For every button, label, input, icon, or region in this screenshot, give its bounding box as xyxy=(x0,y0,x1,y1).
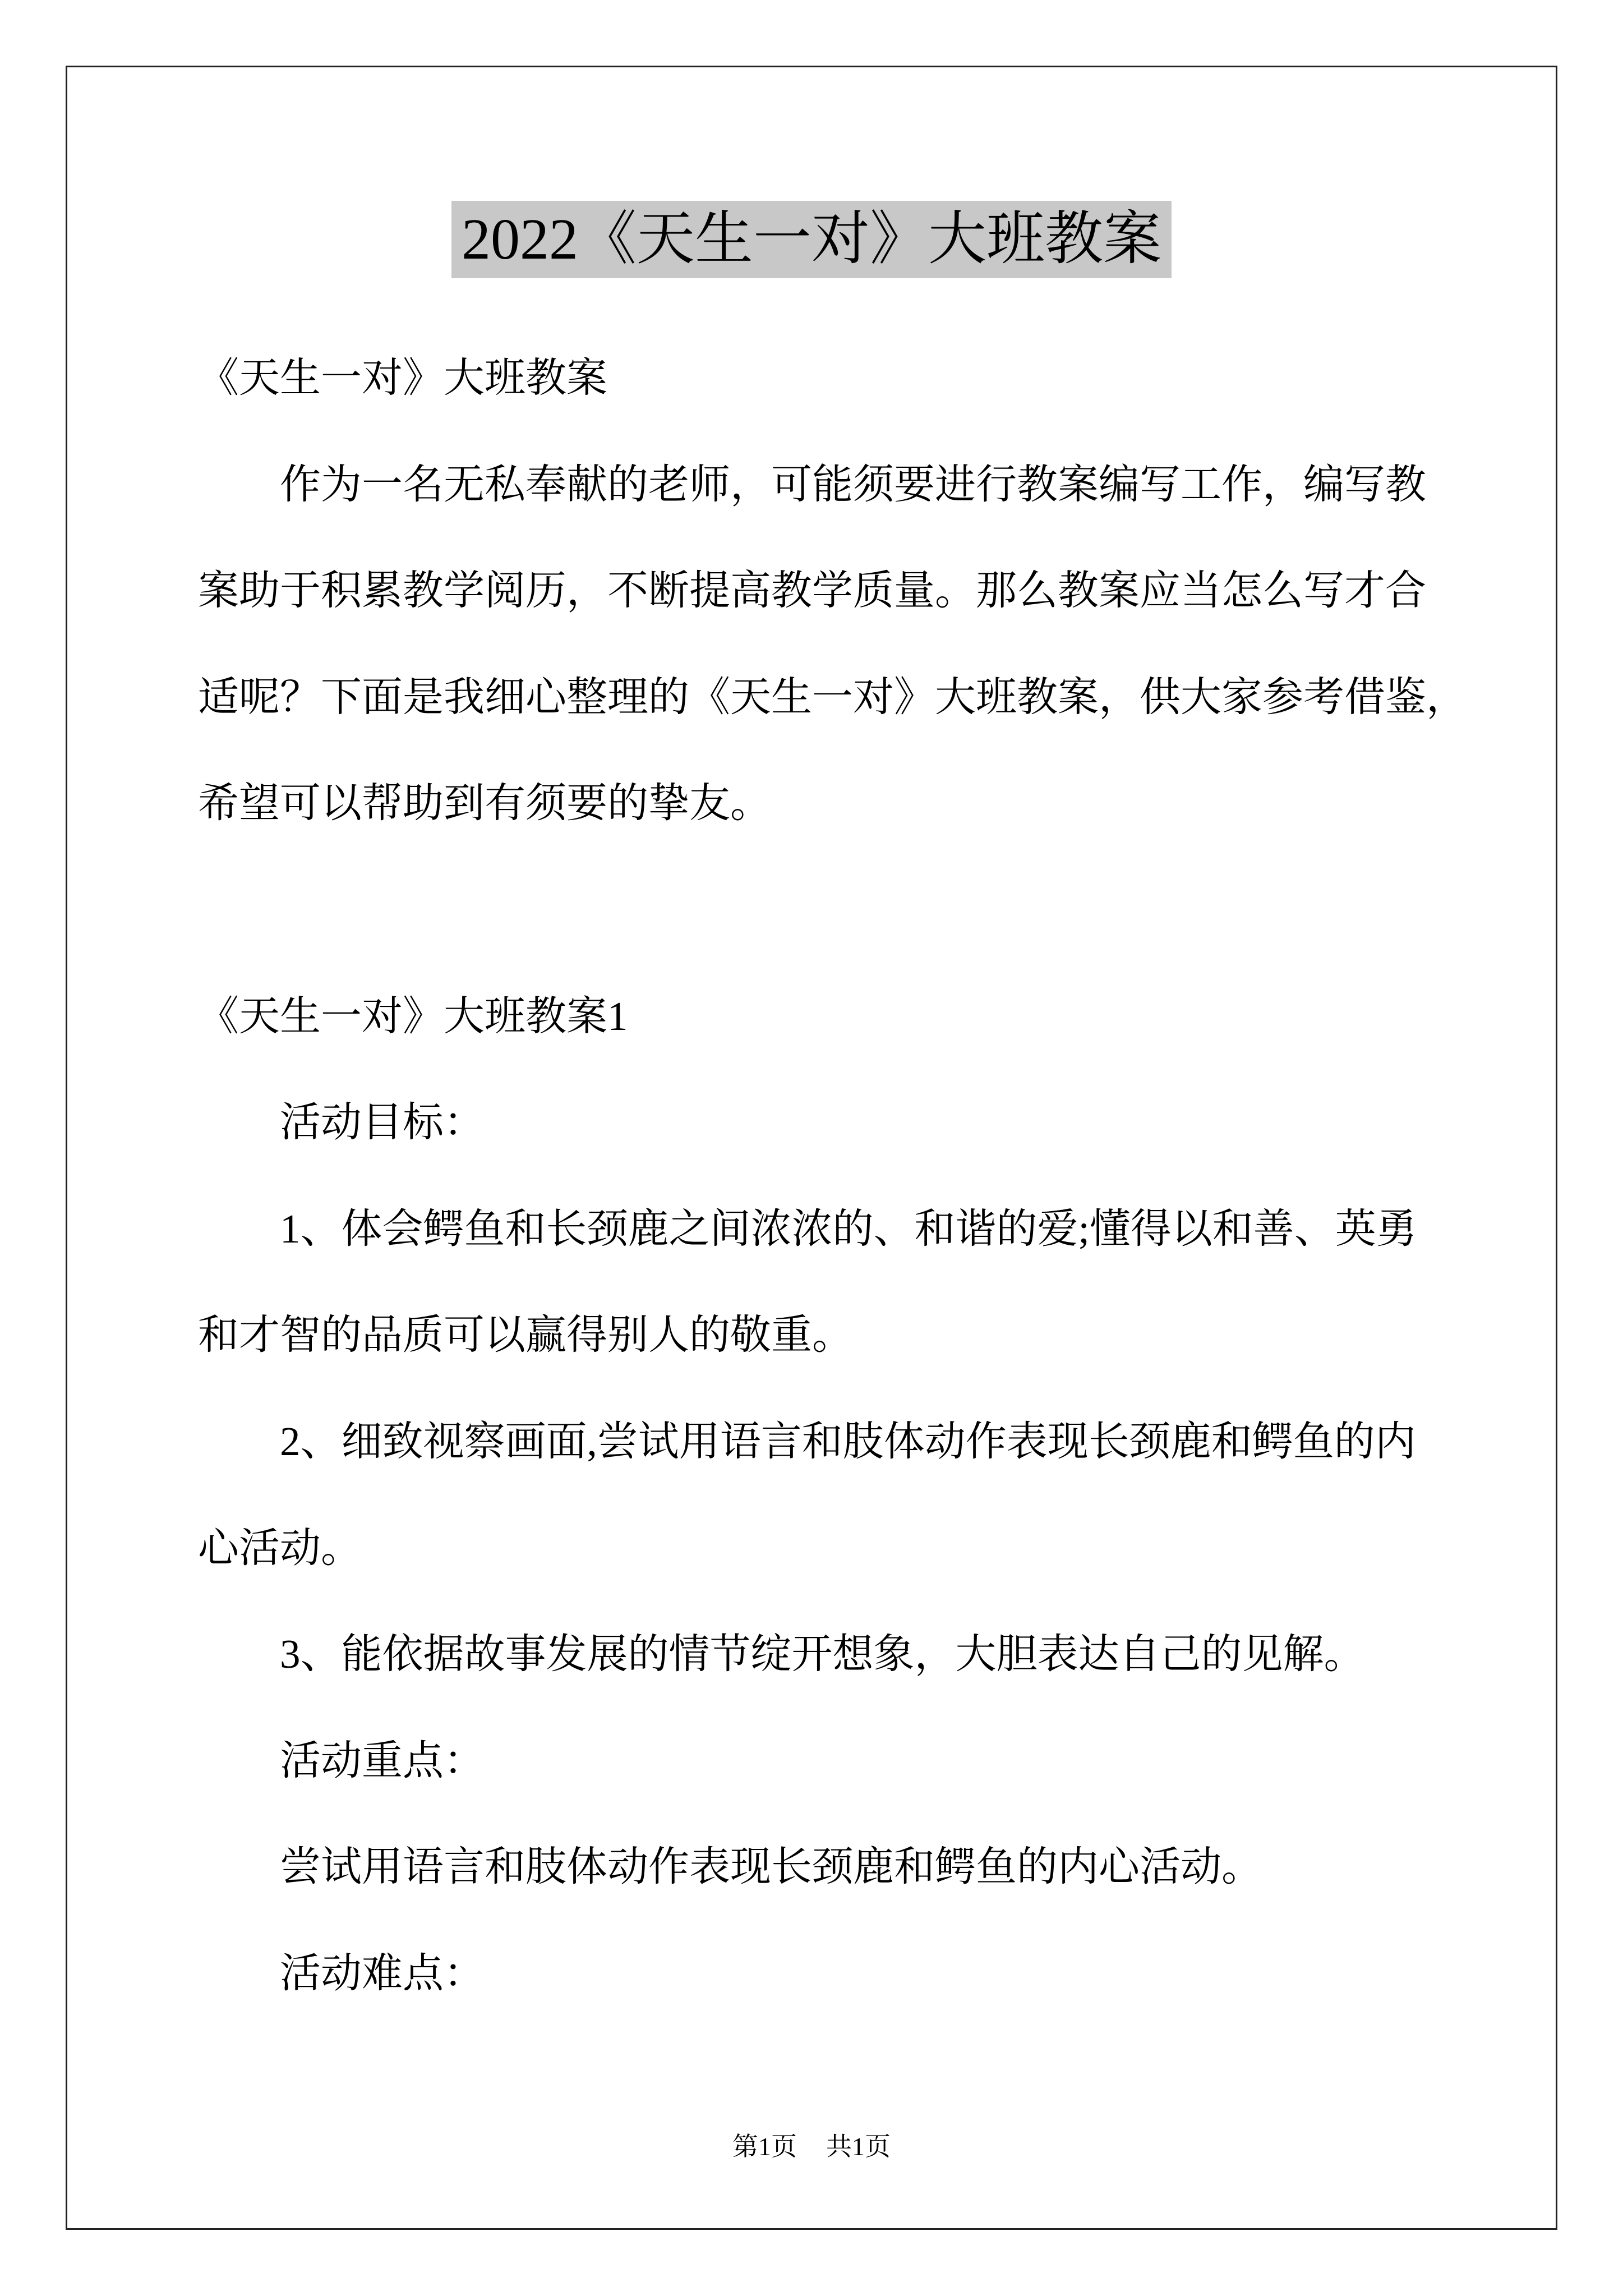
title-container xyxy=(0,201,1623,278)
intro-line: 案助于积累教学阅历，不断提高教学质量。那么教案应当怎么写才合 xyxy=(198,568,1426,614)
key-point-text: 尝试用语言和肢体动作表现长颈鹿和鳄鱼的内心活动。 xyxy=(280,1844,1262,1890)
doc-heading: 《天生一对》大班教案 xyxy=(198,355,607,401)
key-point-label: 活动重点： xyxy=(280,1737,485,1783)
document-body xyxy=(198,325,1533,2027)
goal-item-3-line: 3、能依据故事发展的情节绽开想象，大胆表达自己的见解。 xyxy=(280,1631,1365,1677)
goal-item-2-line: 2、细致视察画面,尝试用语言和肢体动作表现长颈鹿和鳄鱼的内 xyxy=(280,1418,1416,1464)
blank-line xyxy=(198,857,1533,963)
goals-label: 活动目标： xyxy=(280,1099,485,1145)
intro-line: 适呢？下面是我细心整理的《天生一对》大班教案，供大家参考借鉴， xyxy=(198,674,1467,720)
document-title: 2022《天生一对》大班教案 xyxy=(451,201,1172,278)
intro-line: 希望可以帮助到有须要的挚友。 xyxy=(198,780,771,826)
page-number: 第1页 xyxy=(732,2132,797,2161)
section-heading: 《天生一对》大班教案1 xyxy=(198,993,628,1039)
page-footer xyxy=(0,2132,1623,2162)
goal-item-2-line: 心活动。 xyxy=(198,1525,362,1571)
goal-item-1-line: 和才智的品质可以赢得别人的敬重。 xyxy=(198,1312,853,1358)
goal-item-1-line: 1、体会鳄鱼和长颈鹿之间浓浓的、和谐的爱;懂得以和善、英勇 xyxy=(280,1205,1417,1251)
difficulty-label: 活动难点： xyxy=(280,1950,485,1996)
intro-line: 作为一名无私奉献的老师，可能须要进行教案编写工作，编写教 xyxy=(280,461,1426,507)
page-total: 共1页 xyxy=(826,2132,891,2161)
